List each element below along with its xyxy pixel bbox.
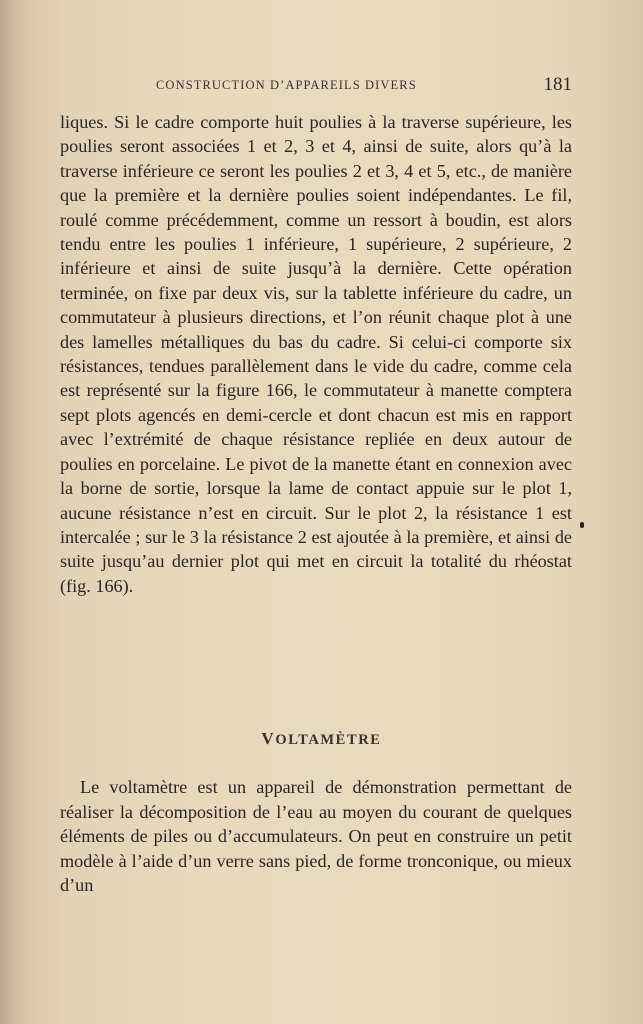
section-title-voltametre xyxy=(0,729,643,749)
body-paragraph-rheostat: liques. Si le cadre comporte huit poulies à la traverse supérieure, les poulies seront associées 1 et 2, 3 et 4, ainsi de suite, alors qu’à la traverse inférieure ce seront les poulies 2 et 3, 4 et 5, etc., de manière que la première et la dernière poulies soient indépendantes. Le fil, roulé comme précédemment, comme un ressort à boudin, est alors tendu entre les poulies 1 inférieure, 1 supérieure, 2 supérieure, 2 inférieure et ainsi de suite jusqu’à la dernière. Cette opération terminée, on fixe par deux vis, sur la tablette inférieure du cadre, un commutateur à plusieurs directions, et l’on réunit chaque plot à une des lamelles métalliques du bas du cadre. Si celui-ci comporte six résistances, tendues parallèlement dans le vide du cadre, comme cela est représenté sur la figure 166, le commutateur à manette comptera sept plots agencés en demi-cercle et dont chacun est mis en rapport avec l’extrémité de chaque résistance repliée en deux autour de poulies en porcelaine. Le pivot de la manette étant en connexion avec la borne de sortie, lorsque la lame de contact appuie sur le plot 1, aucune résistance n’est en circuit. Sur le plot 2, la résistance 1 est intercalée ; sur le 3 la résistance 2 est ajoutée à la première, et ainsi de suite jusqu’au dernier plot qui met en circuit la totalité du rhéostat (fig. 166). xyxy=(60,112,572,596)
page-number: 181 xyxy=(543,74,572,95)
body-paragraph-voltametre: Le voltamètre est un appareil de démonstration permettant de réaliser la décomposition de l’eau au moyen du courant de quelques éléments de piles ou d’accumulateurs. On peut en construire un petit modèle à l’aide d’un verre sans pied, de forme tronconique, ou mieux d’un xyxy=(60,777,572,896)
running-head xyxy=(60,76,572,98)
ink-speck xyxy=(580,522,584,528)
section-title-initial: V xyxy=(261,729,276,748)
section-title-rest: OLTAMÈTRE xyxy=(275,732,382,748)
running-title: CONSTRUCTION D’APPAREILS DIVERS xyxy=(156,78,417,92)
